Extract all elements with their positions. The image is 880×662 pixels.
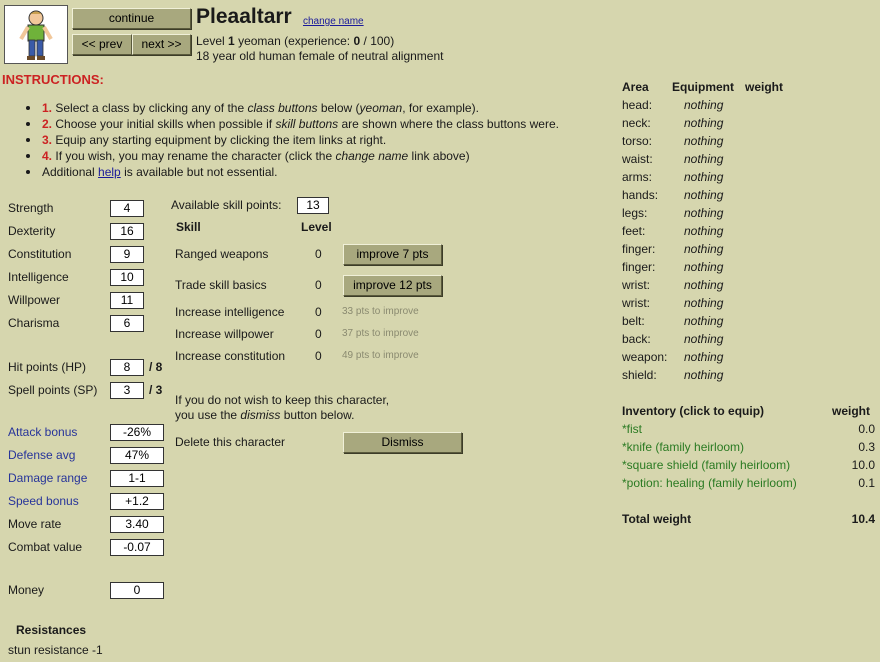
stat-value: 4 bbox=[110, 200, 144, 217]
points-max: / 8 bbox=[149, 360, 163, 374]
skill-level: 0 bbox=[315, 247, 322, 261]
equipment-item: nothing bbox=[684, 152, 724, 166]
instruction-help-line bbox=[42, 165, 278, 179]
combat-label[interactable]: Attack bonus bbox=[8, 425, 78, 439]
skill-column-header: Skill bbox=[176, 220, 201, 234]
experience-prefix: (experience: bbox=[284, 34, 351, 48]
combat-label: Move rate bbox=[8, 517, 62, 531]
equipment-area: legs: bbox=[622, 206, 648, 220]
equipment-area: feet: bbox=[622, 224, 646, 238]
dismiss-info-pre: you use the bbox=[175, 408, 241, 422]
equipment-area: finger: bbox=[622, 260, 656, 274]
available-skill-points-value: 13 bbox=[297, 197, 329, 214]
level-prefix: Level bbox=[196, 34, 225, 48]
equipment-item: nothing bbox=[684, 188, 724, 202]
equipment-item: nothing bbox=[684, 134, 724, 148]
instruction-text: are shown where the class buttons were. bbox=[338, 117, 559, 131]
bullet-icon bbox=[26, 170, 30, 174]
delete-character-label: Delete this character bbox=[175, 435, 286, 449]
equipment-area: torso: bbox=[622, 134, 653, 148]
money-value: 0 bbox=[110, 582, 164, 599]
instructions-title: INSTRUCTIONS: bbox=[2, 72, 104, 87]
equipment-area: wrist: bbox=[622, 278, 650, 292]
change-name-link[interactable]: change name bbox=[303, 16, 364, 27]
character-name: Pleaaltarr bbox=[196, 5, 292, 28]
equipment-area: waist: bbox=[622, 152, 653, 166]
instruction-number: 2. bbox=[42, 117, 53, 131]
total-weight-label: Total weight bbox=[622, 512, 692, 526]
points-value: 8 bbox=[110, 359, 144, 376]
skill-level: 0 bbox=[315, 327, 322, 341]
instruction-text: Select a class by clicking any of the bbox=[55, 101, 248, 115]
points-value: 3 bbox=[110, 382, 144, 399]
skill-cost-note: 37 pts to improve bbox=[342, 328, 419, 339]
stat-label: Constitution bbox=[8, 247, 72, 261]
equipment-weight-header: weight bbox=[745, 80, 783, 94]
continue-button[interactable]: continue bbox=[72, 8, 191, 29]
equipment-area: finger: bbox=[622, 242, 656, 256]
stat-label: Willpower bbox=[8, 293, 61, 307]
stat-label: Charisma bbox=[8, 316, 60, 330]
combat-label[interactable]: Speed bonus bbox=[8, 494, 79, 508]
stat-value: 10 bbox=[110, 269, 144, 286]
inventory-item[interactable]: *potion: healing (family heirloom) bbox=[622, 476, 797, 490]
points-label: Hit points (HP) bbox=[8, 360, 87, 374]
equipment-area-header: Area bbox=[622, 80, 649, 94]
skill-name: Increase willpower bbox=[175, 327, 274, 341]
inventory-item[interactable]: *knife (family heirloom) bbox=[622, 440, 745, 454]
inventory-item-weight: 10.0 bbox=[851, 458, 875, 472]
equipment-item: nothing bbox=[684, 224, 724, 238]
equipment-header: Equipment bbox=[672, 80, 734, 94]
equipment-area: arms: bbox=[622, 170, 652, 184]
level-number: 1 bbox=[228, 34, 235, 48]
dismiss-info-post: button below. bbox=[280, 408, 355, 422]
next-button[interactable]: next >> bbox=[132, 34, 191, 55]
bullet-icon bbox=[26, 106, 30, 110]
points-label: Spell points (SP) bbox=[8, 383, 98, 397]
character-portrait bbox=[4, 5, 68, 64]
class-name: yeoman bbox=[238, 34, 281, 48]
character-avatar-icon bbox=[5, 6, 67, 63]
bullet-icon bbox=[26, 122, 30, 126]
equipment-area: shield: bbox=[622, 368, 657, 382]
skill-name: Increase intelligence bbox=[175, 305, 285, 319]
equipment-item: nothing bbox=[684, 296, 724, 310]
equipment-area: neck: bbox=[622, 116, 651, 130]
points-max: / 3 bbox=[149, 383, 163, 397]
combat-value: 3.40 bbox=[110, 516, 164, 533]
inventory-title: Inventory (click to equip) bbox=[622, 404, 765, 418]
help-pre: Additional bbox=[42, 165, 99, 179]
instruction-item bbox=[42, 133, 386, 147]
dismiss-info-line1: If you do not wish to keep this character, bbox=[175, 393, 390, 407]
prev-button[interactable]: << prev bbox=[72, 34, 132, 55]
inventory-item[interactable]: *fist bbox=[622, 422, 643, 436]
combat-value: 1-1 bbox=[110, 470, 164, 487]
skill-level: 0 bbox=[315, 349, 322, 363]
instruction-item bbox=[42, 117, 559, 131]
equipment-item: nothing bbox=[684, 242, 724, 256]
resistances-title: Resistances bbox=[16, 623, 87, 637]
equipment-item: nothing bbox=[684, 278, 724, 292]
equipment-item: nothing bbox=[684, 116, 724, 130]
money-label: Money bbox=[8, 583, 45, 597]
help-post: is available but not essential. bbox=[120, 165, 278, 179]
dismiss-button[interactable]: Dismiss bbox=[343, 432, 462, 453]
resistance-item: stun resistance -1 bbox=[8, 643, 103, 657]
equipment-area: head: bbox=[622, 98, 653, 112]
dismiss-info-em: dismiss bbox=[240, 408, 281, 422]
instruction-text: If you wish, you may rename the character (click the bbox=[55, 149, 336, 163]
equipment-item: nothing bbox=[684, 314, 724, 328]
equipment-item: nothing bbox=[684, 98, 724, 112]
combat-label: Combat value bbox=[8, 540, 83, 554]
stat-label: Dexterity bbox=[8, 224, 56, 238]
combat-value: +1.2 bbox=[110, 493, 164, 510]
equipment-area: hands: bbox=[622, 188, 659, 202]
stat-label: Intelligence bbox=[8, 270, 69, 284]
bullet-icon bbox=[26, 138, 30, 142]
combat-label[interactable]: Damage range bbox=[8, 471, 88, 485]
instruction-emphasis: class buttons bbox=[247, 101, 318, 115]
stat-value: 9 bbox=[110, 246, 144, 263]
improve-skill-button[interactable]: improve 12 pts bbox=[343, 275, 442, 296]
equipment-area: weapon: bbox=[622, 350, 668, 364]
instruction-number: 4. bbox=[42, 149, 53, 163]
instruction-number: 1. bbox=[42, 101, 53, 115]
equipment-item: nothing bbox=[684, 368, 724, 382]
combat-value: 47% bbox=[110, 447, 164, 464]
stat-value: 11 bbox=[110, 292, 144, 309]
inventory-item[interactable]: *square shield (family heirloom) bbox=[622, 458, 791, 472]
equipment-item: nothing bbox=[684, 350, 724, 364]
character-description: 18 year old human female of neutral alignment bbox=[196, 49, 444, 63]
experience-suffix: / 100) bbox=[363, 34, 395, 48]
stat-label: Strength bbox=[8, 201, 54, 215]
help-link[interactable]: help bbox=[98, 165, 121, 179]
stat-value: 6 bbox=[110, 315, 144, 332]
available-skill-points-label: Available skill points: bbox=[171, 198, 282, 212]
instruction-emphasis: change name bbox=[335, 149, 409, 163]
level-column-header: Level bbox=[301, 220, 332, 234]
skill-level: 0 bbox=[315, 305, 322, 319]
combat-value: -0.07 bbox=[110, 539, 164, 556]
equipment-item: nothing bbox=[684, 206, 724, 220]
inventory-item-weight: 0.3 bbox=[858, 440, 875, 454]
equipment-area: back: bbox=[622, 332, 651, 346]
instruction-item bbox=[42, 101, 479, 115]
instruction-text: link above) bbox=[408, 149, 470, 163]
character-level-line bbox=[196, 34, 394, 48]
instruction-text: Choose your initial skills when possible if bbox=[55, 117, 276, 131]
skill-name: Trade skill basics bbox=[175, 278, 267, 292]
combat-label[interactable]: Defense avg bbox=[8, 448, 76, 462]
instruction-text: , for example). bbox=[402, 101, 479, 115]
inventory-weight-header: weight bbox=[832, 404, 870, 418]
equipment-area: wrist: bbox=[622, 296, 650, 310]
instruction-emphasis: yeoman bbox=[359, 101, 403, 115]
improve-skill-button[interactable]: improve 7 pts bbox=[343, 244, 442, 265]
instruction-text: Equip any starting equipment by clicking the item links at right. bbox=[55, 133, 387, 147]
total-weight-value: 10.4 bbox=[851, 512, 875, 526]
skill-name: Increase constitution bbox=[175, 349, 286, 363]
inventory-item-weight: 0.1 bbox=[858, 476, 875, 490]
bullet-icon bbox=[26, 154, 30, 158]
stat-value: 16 bbox=[110, 223, 144, 240]
skill-name: Ranged weapons bbox=[175, 247, 269, 261]
skill-level: 0 bbox=[315, 278, 322, 292]
equipment-item: nothing bbox=[684, 332, 724, 346]
instruction-text: below ( bbox=[317, 101, 360, 115]
equipment-area: belt: bbox=[622, 314, 645, 328]
equipment-item: nothing bbox=[684, 170, 724, 184]
instruction-item bbox=[42, 149, 470, 163]
instruction-emphasis: skill buttons bbox=[275, 117, 339, 131]
combat-value: -26% bbox=[110, 424, 164, 441]
skill-cost-note: 49 pts to improve bbox=[342, 350, 419, 361]
equipment-item: nothing bbox=[684, 260, 724, 274]
experience-value: 0 bbox=[353, 34, 361, 48]
dismiss-info-line2 bbox=[175, 408, 354, 422]
instruction-number: 3. bbox=[42, 133, 53, 147]
skill-cost-note: 33 pts to improve bbox=[342, 306, 419, 317]
inventory-item-weight: 0.0 bbox=[858, 422, 875, 436]
